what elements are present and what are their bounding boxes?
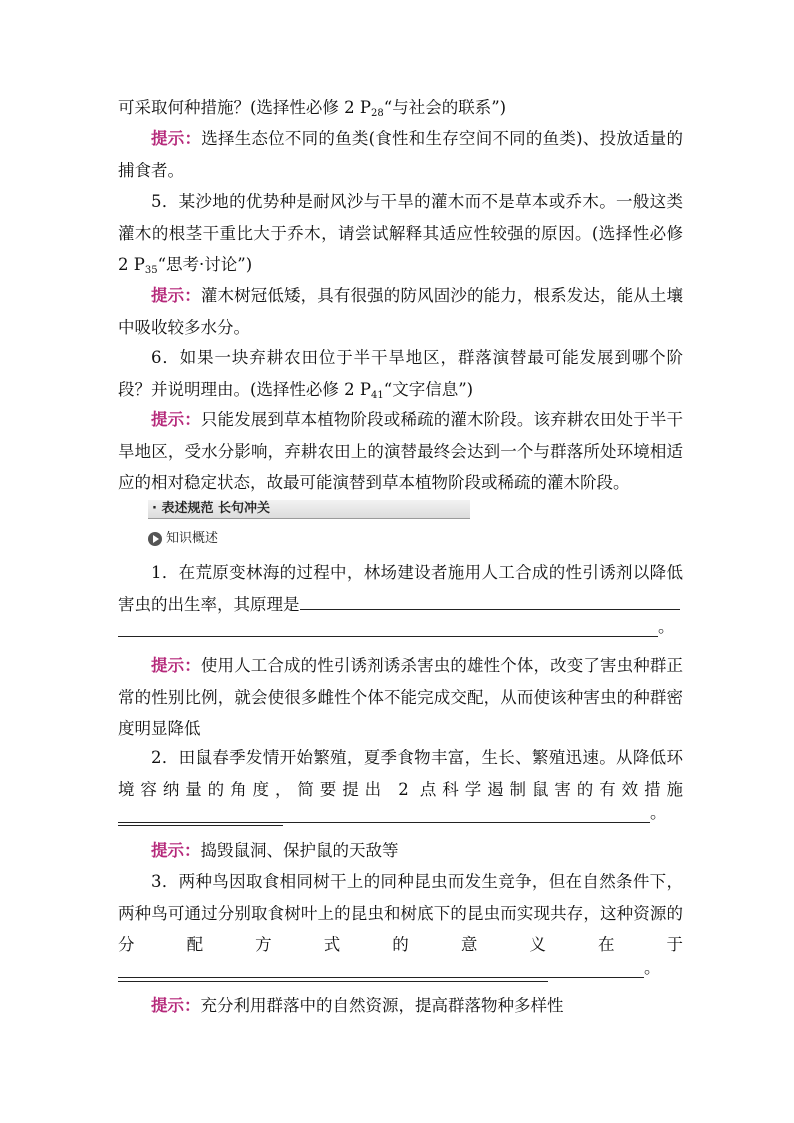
hint-label: 提示：: [151, 410, 201, 429]
knowledge-3: 3．两种鸟因取食相同树干上的同种昆虫而发生竞争，但在自然条件下，两种鸟可通过分别取食树叶上的昆虫和树底下的昆虫而实现共存，这种资源的分配方式的意义在于: [118, 866, 683, 992]
answer-line[interactable]: 。: [118, 799, 667, 823]
question-4-tail: 可采取何种措施？(选择性必修 2 $P_{28}“$与社会的联系”): [118, 98, 507, 119]
answer-line[interactable]: 。: [118, 613, 675, 637]
question-4-hint: 提示：选择生态位不同的鱼类(食性和生存空间不同的鱼类)、投放适量的捕食者。: [118, 129, 684, 180]
section-header: · 表述规范 长句冲关: [148, 500, 470, 519]
question-6: 6．如果一块弃耕农田位于半干旱地区，群落演替最可能发展到哪个阶段？并说明理由。(选择性必修 2 $P_{41}“$文字信息”): [118, 348, 683, 401]
hint-label: 提示：: [151, 996, 201, 1015]
answer-blank[interactable]: [300, 589, 680, 610]
knowledge-2: 2．田鼠春季发情开始繁殖，夏季食物丰富，生长、繁殖迅速。从降低环境容纳量的角度，简要提出 2 点科学遏制鼠害的有效措施: [118, 742, 683, 837]
question-6-hint: 提示：只能发展到草本植物阶段或稀疏的灌木阶段。该弃耕农田处于半干旱地区，受水分影响，弃耕农田上的演替最终会达到一个与群落所处环境相适应的相对稳定状态，故最可能演替到草本植物阶段或稀疏的灌木阶段。: [118, 410, 684, 492]
knowledge-1: 1．在荒原变林海的过程中，林场建设者施用人工合成的性引诱剂以降低害虫的出生率，其原理是: [118, 563, 683, 614]
knowledge-1-hint: 提示：使用人工合成的性引诱剂诱杀害虫的雄性个体，改变了害虫种群正常的性别比例，就会使很多雌性个体不能完成交配，从而使该种害虫的种群密度明显降低: [118, 656, 684, 738]
hint-label: 提示：: [151, 129, 202, 148]
question-5: 5．某沙地的优势种是耐风沙与干旱的灌木而不是草本或乔木。一般这类灌木的根茎干重比大于乔木，请尝试解释其适应性较强的原因。(选择性必修 2 $P_{35}“$思考·讨论”): [118, 192, 683, 276]
play-icon: [148, 532, 162, 546]
hint-label: 提示：: [151, 286, 201, 305]
knowledge-2-hint: 提示：捣毁鼠洞、保护鼠的天敌等: [151, 841, 399, 860]
knowledge-3-hint: 提示：充分利用群落中的自然资源，提高群落物种多样性: [151, 996, 564, 1015]
answer-line[interactable]: 。: [118, 954, 661, 978]
question-5-hint: 提示：灌木树冠低矮，具有很强的防风固沙的能力，根系发达，能从土壤中吸收较多水分。: [118, 286, 684, 337]
section-subtitle: 知识概述: [148, 530, 218, 548]
hint-label: 提示：: [151, 841, 201, 860]
hint-label: 提示：: [151, 656, 201, 675]
